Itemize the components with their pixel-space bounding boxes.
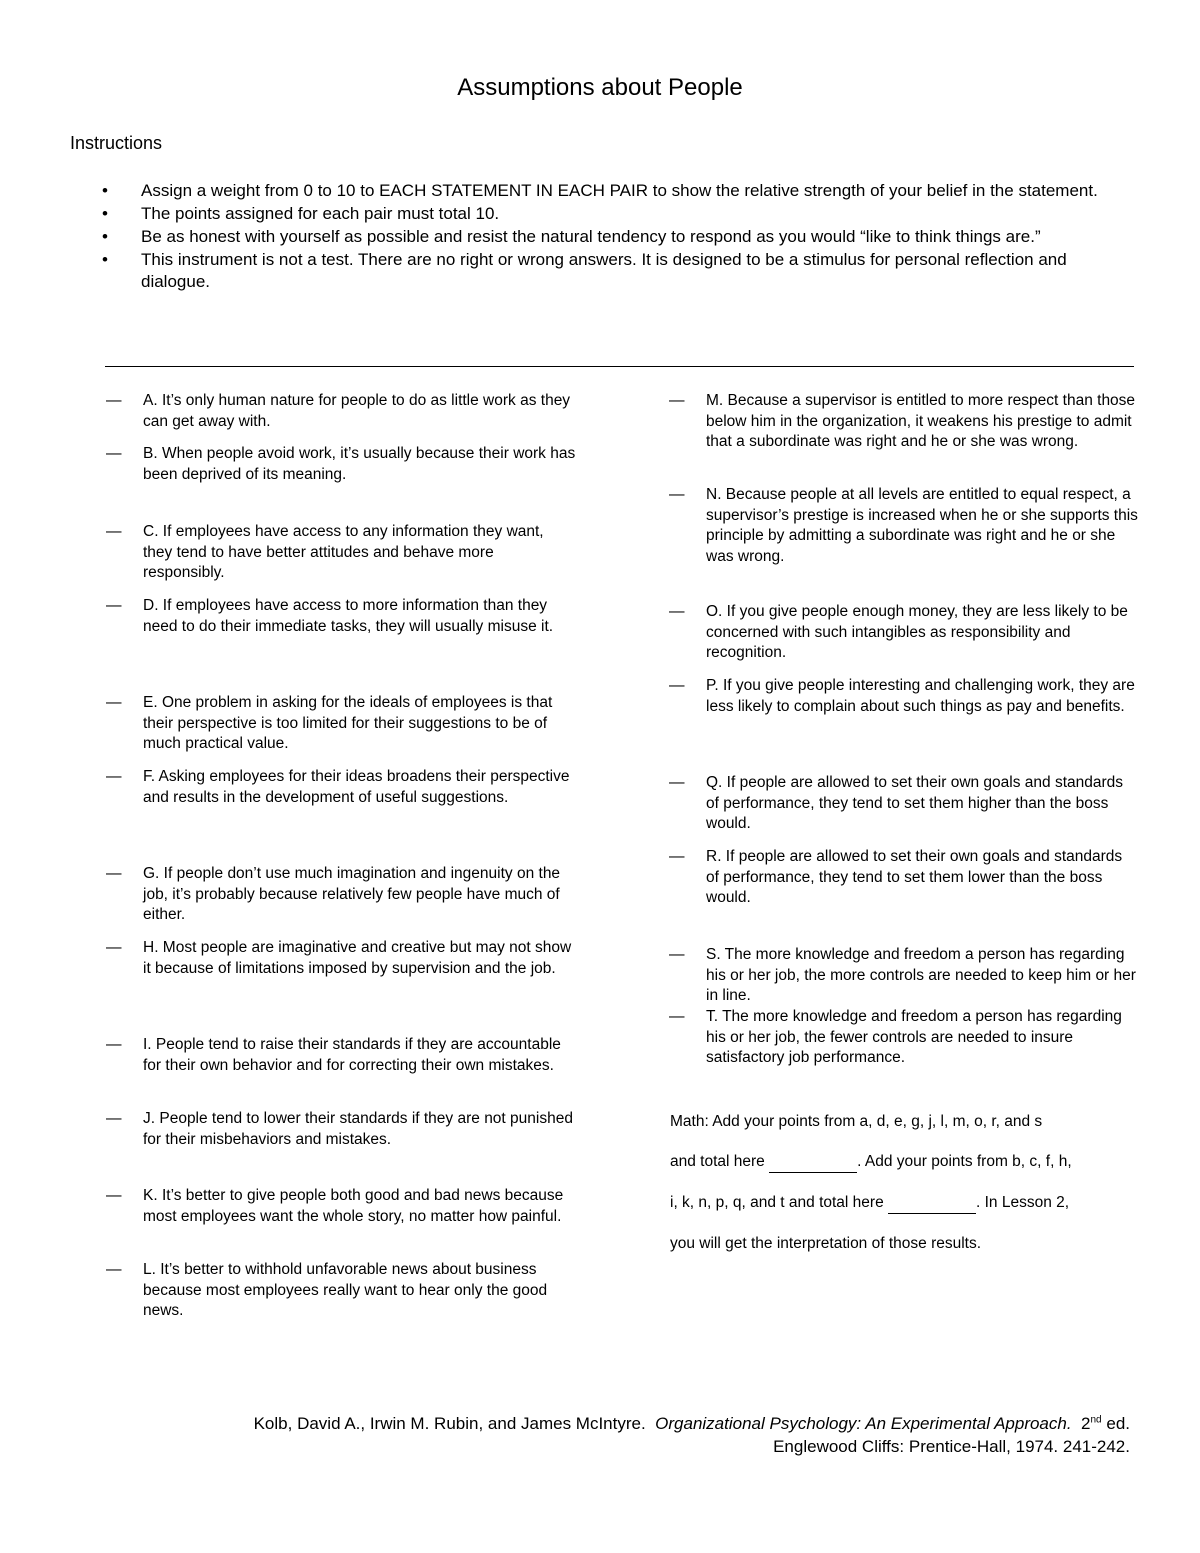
statement-f bbox=[106, 767, 576, 808]
statement-text: D. If employees have access to more information than they need to do their immediate tasks, they will usually misuse it. bbox=[143, 597, 554, 635]
statement-text: H. Most people are imaginative and creative but may not show it because of limitations imposed by supervision and the job. bbox=[143, 939, 572, 977]
statement-m bbox=[669, 391, 1139, 453]
bullet-icon: • bbox=[102, 181, 108, 200]
answer-blank[interactable]: — bbox=[106, 1110, 122, 1127]
math-line-2 bbox=[670, 1152, 1072, 1173]
answer-blank[interactable]: — bbox=[106, 1261, 122, 1278]
answer-blank[interactable]: — bbox=[669, 677, 685, 694]
answer-blank[interactable]: — bbox=[669, 392, 685, 409]
statement-t bbox=[669, 1007, 1139, 1069]
math-text: i, k, n, p, q, and t and total here bbox=[670, 1194, 884, 1211]
total-blank-2[interactable] bbox=[888, 1193, 976, 1214]
instruction-text: This instrument is not a test. There are no right or wrong answers. It is designed to be a stimulus for personal reflection and dialogue. bbox=[141, 250, 1067, 291]
statement-l bbox=[106, 1260, 576, 1322]
total-blank-1[interactable] bbox=[769, 1152, 857, 1173]
instructions-list bbox=[102, 180, 1112, 294]
statement-text: K. It’s better to give people both good and bad news because most employees want the whole story, no matter how painful. bbox=[143, 1187, 564, 1225]
answer-blank[interactable]: — bbox=[669, 848, 685, 865]
statement-h bbox=[106, 938, 576, 979]
instruction-item bbox=[102, 203, 1112, 225]
answer-blank[interactable]: — bbox=[106, 392, 122, 409]
statement-s bbox=[669, 945, 1139, 1007]
bullet-icon: • bbox=[102, 204, 108, 223]
statement-k bbox=[106, 1186, 576, 1227]
statement-n bbox=[669, 485, 1139, 567]
page-title: Assumptions about People bbox=[457, 74, 743, 101]
statement-d bbox=[106, 596, 576, 637]
bullet-icon: • bbox=[102, 227, 108, 246]
statement-g bbox=[106, 864, 576, 926]
math-text: . In Lesson 2, bbox=[976, 1194, 1070, 1211]
statement-text: O. If you give people enough money, they are less likely to be concerned with such intangibles as responsibility and recognition. bbox=[706, 603, 1128, 661]
statement-p bbox=[669, 676, 1139, 717]
citation-book-title: Organizational Psychology: An Experimental Approach. bbox=[655, 1414, 1072, 1433]
answer-blank[interactable]: — bbox=[106, 768, 122, 785]
statement-i bbox=[106, 1035, 576, 1076]
statement-text: S. The more knowledge and freedom a person has regarding his or her job, the more controls are needed to keep him or her in line. bbox=[706, 946, 1136, 1004]
instruction-text: Assign a weight from 0 to 10 to EACH STATEMENT IN EACH PAIR to show the relative strength of your belief in the statement. bbox=[141, 181, 1098, 200]
statement-text: B. When people avoid work, it’s usually because their work has been deprived of its meaning. bbox=[143, 445, 576, 483]
answer-blank[interactable]: — bbox=[669, 946, 685, 963]
statement-text: I. People tend to raise their standards if they are accountable for their own behavior and for correcting their own mistakes. bbox=[143, 1036, 561, 1074]
statement-text: M. Because a supervisor is entitled to more respect than those below him in the organization, it weakens his prestige to admit that a subordinate was right and he or she was wrong. bbox=[706, 392, 1136, 450]
answer-blank[interactable]: — bbox=[106, 523, 122, 540]
instruction-item bbox=[102, 180, 1112, 202]
math-line-3 bbox=[670, 1193, 1069, 1214]
statement-text: E. One problem in asking for the ideals of employees is that their perspective is too limited for their suggestions to be of much practical value. bbox=[143, 694, 553, 752]
citation-authors: Kolb, David A., Irwin M. Rubin, and James McIntyre. bbox=[253, 1414, 646, 1433]
statement-c bbox=[106, 522, 576, 584]
statement-e bbox=[106, 693, 576, 755]
bullet-icon: • bbox=[102, 250, 108, 269]
statement-text: Q. If people are allowed to set their own goals and standards of performance, they tend to set them higher than the boss would. bbox=[706, 774, 1124, 832]
instructions-heading: Instructions bbox=[70, 133, 163, 153]
math-line-4: you will get the interpretation of those results. bbox=[670, 1235, 982, 1252]
citation-edition-suffix: nd bbox=[1090, 1414, 1102, 1426]
statement-text: C. If employees have access to any information they want, they tend to have better attitudes and behave more responsibly. bbox=[143, 523, 544, 581]
statement-text: P. If you give people interesting and challenging work, they are less likely to complain about such things as pay and benefits. bbox=[706, 677, 1135, 715]
math-text: and total here bbox=[670, 1153, 765, 1170]
answer-blank[interactable]: — bbox=[106, 597, 122, 614]
divider bbox=[105, 366, 1134, 367]
answer-blank[interactable]: — bbox=[669, 1008, 685, 1025]
statement-a bbox=[106, 391, 576, 432]
citation-line-2: Englewood Cliffs: Prentice-Hall, 1974. 241-242. bbox=[773, 1437, 1130, 1456]
statement-text: A. It’s only human nature for people to do as little work as they can get away with. bbox=[143, 392, 571, 430]
answer-blank[interactable]: — bbox=[669, 486, 685, 503]
statement-r bbox=[669, 847, 1139, 909]
statement-text: G. If people don’t use much imagination and ingenuity on the job, it’s probably because relatively few people have much of either. bbox=[143, 865, 561, 923]
instruction-text: The points assigned for each pair must total 10. bbox=[141, 204, 500, 223]
statement-q bbox=[669, 773, 1139, 835]
statement-text: F. Asking employees for their ideas broadens their perspective and results in the development of useful suggestions. bbox=[143, 768, 570, 806]
answer-blank[interactable]: — bbox=[106, 1187, 122, 1204]
statement-o bbox=[669, 602, 1139, 664]
answer-blank[interactable]: — bbox=[106, 694, 122, 711]
math-line-1: Math: Add your points from a, d, e, g, j, l, m, o, r, and s bbox=[670, 1113, 1043, 1130]
instruction-text: Be as honest with yourself as possible and resist the natural tendency to respond as you would “like to think things are.” bbox=[141, 227, 1041, 246]
statement-j bbox=[106, 1109, 576, 1150]
citation-edition-label: ed. bbox=[1106, 1414, 1130, 1433]
answer-blank[interactable]: — bbox=[106, 445, 122, 462]
answer-blank[interactable]: — bbox=[106, 939, 122, 956]
instruction-item bbox=[102, 226, 1112, 248]
statement-text: L. It’s better to withhold unfavorable news about business because most employees really want to hear only the good news. bbox=[143, 1261, 548, 1319]
citation-line-1 bbox=[254, 1413, 1130, 1435]
statement-b bbox=[106, 444, 576, 485]
answer-blank[interactable]: — bbox=[669, 603, 685, 620]
answer-blank[interactable]: — bbox=[106, 865, 122, 882]
answer-blank[interactable]: — bbox=[669, 774, 685, 791]
citation-edition-number: 2 bbox=[1081, 1414, 1091, 1433]
answer-blank[interactable]: — bbox=[106, 1036, 122, 1053]
statement-text: N. Because people at all levels are entitled to equal respect, a supervisor’s prestige is increased when he or she supports this principle by admitting a subordinate was right and he or she was wrong. bbox=[706, 486, 1138, 565]
statement-text: R. If people are allowed to set their own goals and standards of performance, they tend to set them lower than the boss would. bbox=[706, 848, 1123, 906]
instruction-item bbox=[102, 249, 1112, 293]
statement-text: T. The more knowledge and freedom a person has regarding his or her job, the fewer controls are needed to insure satisfactory job performance. bbox=[706, 1008, 1122, 1066]
math-text: . Add your points from b, c, f, h, bbox=[857, 1153, 1072, 1170]
statement-text: J. People tend to lower their standards if they are not punished for their misbehaviors and mistakes. bbox=[143, 1110, 573, 1148]
